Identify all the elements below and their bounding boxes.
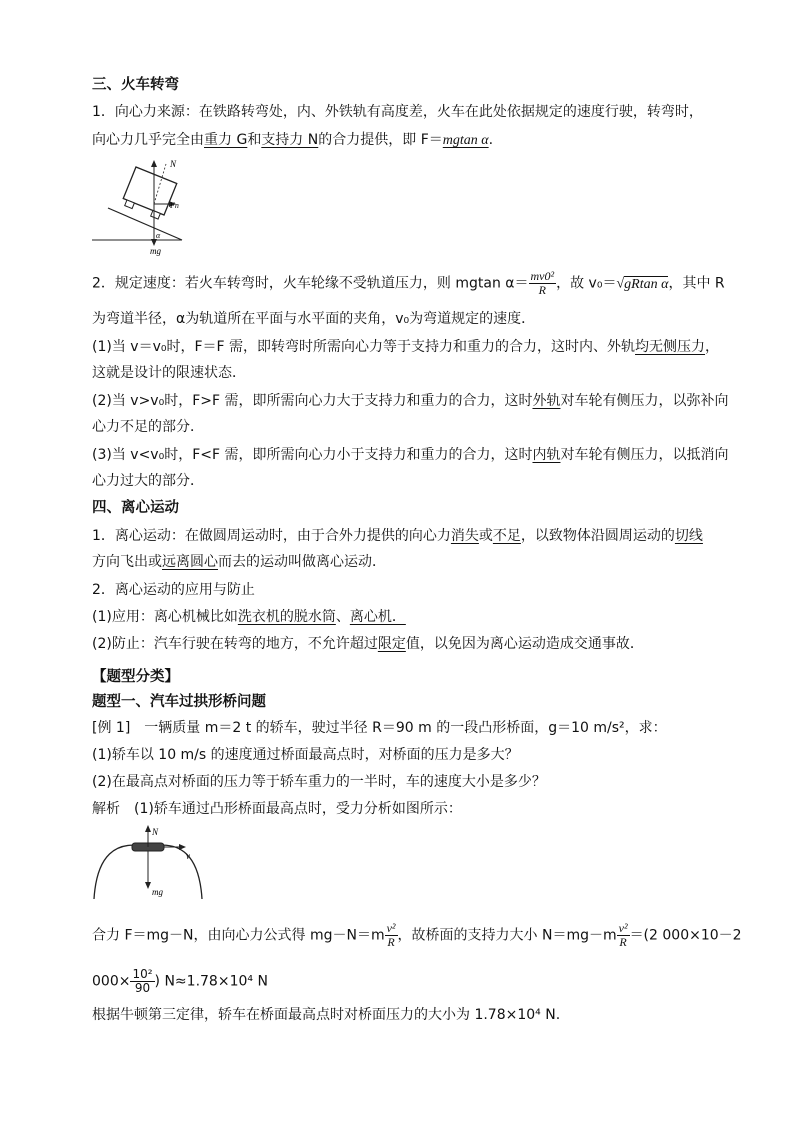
text: ，故 v₀＝ xyxy=(556,275,617,292)
text: ，故桥面的支持力大小 N＝mg－m xyxy=(397,927,617,944)
underlined-term: 重力 G xyxy=(204,132,248,148)
case-2b: 心力不足的部分． xyxy=(92,419,204,435)
fraction-numerator: v² xyxy=(386,921,396,935)
text: 1．离心运动：在做圆周运动时，由于合外力提供的向心力 xyxy=(92,528,451,544)
fraction-denominator: 90 xyxy=(134,981,151,995)
underlined-term: 内轨 xyxy=(532,447,561,463)
text: 对车轮有侧压力，以弥补向 xyxy=(560,393,729,409)
label-v: v xyxy=(186,851,190,861)
text: 和 xyxy=(247,132,262,148)
text: 或 xyxy=(148,554,162,570)
underlined-term: 切线 xyxy=(674,528,703,544)
case-1b: 这就是设计的限速状态． xyxy=(92,365,246,381)
text: . xyxy=(488,132,494,148)
text: 一辆质量 m＝2 t 的轿车，驶过半径 R＝90 m 的一段凸形桥面，g＝10 m/s²，求： xyxy=(130,720,667,736)
paragraph-2a xyxy=(92,270,725,297)
underlined-term: 远离圆心 xyxy=(162,554,218,570)
text: ＝(2 000×10－2 xyxy=(629,927,742,944)
centrifugal-p1b xyxy=(92,553,386,571)
conclusion-line: 根据牛顿第三定律，轿车在桥面最高点时对桥面压力的大小为 1.78×10⁴ N. xyxy=(92,1007,561,1023)
centrifugal-p1a xyxy=(92,527,703,545)
formula-line-2 xyxy=(92,968,268,995)
case-1a xyxy=(92,338,719,356)
label-mg: mg xyxy=(150,246,161,256)
underlined-term: 均无侧压力 xyxy=(635,339,706,355)
application-line xyxy=(92,608,406,626)
text: 对车轮有侧压力，以抵消向 xyxy=(560,447,729,463)
label-fn: Fn xyxy=(170,201,179,210)
solution-intro xyxy=(92,800,462,818)
underlined-formula: mgtan α xyxy=(442,133,489,148)
paragraph-2b: 为弯道半径，α为轨道所在平面与水平面的夹角，v₀为弯道规定的速度． xyxy=(92,311,536,327)
text: 值，以免因为离心运动造成交通事故． xyxy=(405,636,644,652)
text: 而去的运动叫做离心运动． xyxy=(218,554,386,570)
text: (1)应用：离心机械比如 xyxy=(92,609,238,625)
question-1: (1)轿车以 10 m/s 的速度通过桥面最高点时，对桥面的压力是多大？ xyxy=(92,747,519,763)
fraction xyxy=(529,270,557,297)
text: ，以致物体沿圆周运动的 xyxy=(520,528,675,544)
underlined-term: 消失 xyxy=(450,528,479,544)
problem-type-1-title: 题型一、汽车过拱形桥问题 xyxy=(92,694,266,710)
paragraph-1b xyxy=(92,131,493,150)
text: (3)当 v<v₀时，F<F 需，即所需向心力小于支持力和重力的合力，这时 xyxy=(92,447,533,463)
case-2a xyxy=(92,392,728,410)
text: (1)轿车通过凸形桥面最高点时，受力分析如图所示： xyxy=(120,801,462,817)
section-title-train-turning: 三、火车转弯 xyxy=(92,77,179,93)
case-3b: 心力过大的部分． xyxy=(92,473,204,489)
text: (1)当 v＝v₀时，F＝F 需，即转弯时所需向心力等于支持力和重力的合力，这时内、外轨 xyxy=(92,339,636,355)
underlined-term: 外轨 xyxy=(532,393,561,409)
question-2: (2)在最高点对桥面的压力等于轿车重力的一半时，车的速度大小是多少？ xyxy=(92,774,546,790)
underlined-term: 支持力 N xyxy=(261,132,319,148)
formula-line-1 xyxy=(92,922,742,949)
label-alpha: α xyxy=(156,231,161,240)
section-title-centrifugal: 四、离心运动 xyxy=(92,500,179,516)
text: (2)防止：汽车行驶在转弯的地方，不允许超过 xyxy=(92,636,378,652)
text: 或 xyxy=(478,528,493,544)
text: ) N≈1.78×10⁴ N xyxy=(154,973,268,990)
example-tag: [例 1] xyxy=(92,720,131,736)
solution-label: 解析 xyxy=(92,801,120,817)
fraction-denominator: R xyxy=(387,935,395,949)
sqrt-radicand: gRtan α xyxy=(624,276,669,292)
underlined-term: 洗衣机的脱水筒 xyxy=(237,609,336,625)
fraction xyxy=(130,968,154,995)
fraction-denominator: R xyxy=(619,935,627,949)
text: ， xyxy=(705,339,720,355)
text: 000× xyxy=(92,973,131,990)
text: (2)当 v>v₀时，F>F 需，即所需向心力大于支持力和重力的合力，这时 xyxy=(92,393,533,409)
fraction-numerator: v² xyxy=(618,921,628,935)
text: 合力 F＝mg－N，由向心力公式得 mg－N＝m xyxy=(92,927,385,944)
text: 2．规定速度：若火车转弯时，火车轮缘不受轨道压力，则 mgtan α＝ xyxy=(92,275,529,292)
label-mg: mg xyxy=(152,887,163,897)
underlined-term: 限定 xyxy=(377,636,406,652)
banked-track-figure xyxy=(90,156,200,256)
label-n: N xyxy=(170,159,177,169)
text: ，其中 R xyxy=(668,275,725,292)
arch-bridge-figure xyxy=(90,825,210,905)
fraction xyxy=(385,922,398,949)
example-1-statement xyxy=(92,719,667,737)
text: 向心力几乎完全由 xyxy=(92,132,204,148)
classification-title: 【题型分类】 xyxy=(92,669,179,685)
fraction-numerator: mv0² xyxy=(530,269,555,283)
fraction-numerator: 10² xyxy=(132,967,153,981)
text: 、 xyxy=(335,609,350,625)
text: 的合力提供，即 F＝ xyxy=(318,132,443,148)
fraction xyxy=(617,922,630,949)
prevention-line xyxy=(92,635,644,653)
underlined-term: 离心机． xyxy=(349,609,406,625)
case-3a xyxy=(92,446,728,464)
fraction-denominator: R xyxy=(538,283,546,297)
paragraph-1a: 1．向心力来源：在铁路转弯处，内、外铁轨有高度差，火车在此处依据规定的速度行驶，转弯时， xyxy=(92,104,703,120)
underlined-term: 不足 xyxy=(492,528,521,544)
centrifugal-p2: 2．离心运动的应用与防止 xyxy=(92,582,255,598)
label-n: N xyxy=(152,827,159,837)
text: 方向飞出 xyxy=(92,554,148,570)
sqrt-symbol: √ xyxy=(616,276,625,292)
